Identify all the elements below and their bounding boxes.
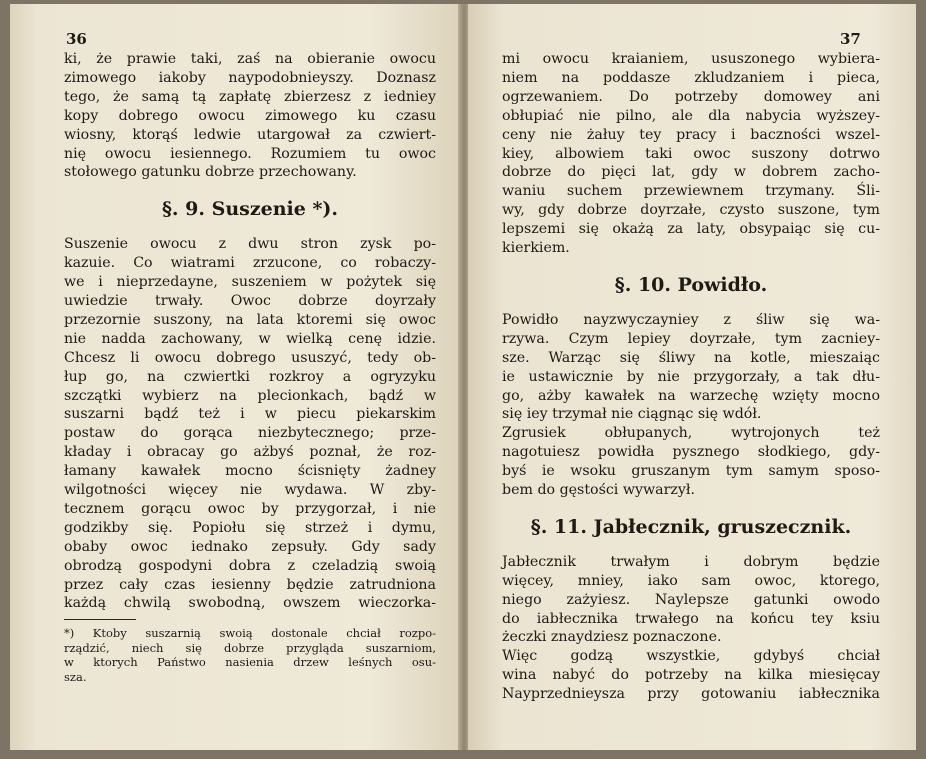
text-line: bem do gęstości wywarzył.	[502, 482, 695, 499]
text-line: postaw do gorąca niezbytecznego; prze-	[64, 425, 436, 442]
text-line: tecznem gorącu owoc by przygorzał, i nie	[64, 500, 436, 517]
text-line: zimowego iakoby naypodobnieyszy. Doznasz	[64, 69, 436, 86]
footnote-separator	[64, 619, 136, 620]
text-line: wina nabyć do potrzeby na kilka miesięcay	[502, 667, 880, 684]
text-line: obrodzą gospodyni dobra z czeladzią swoią	[64, 557, 436, 574]
paragraph-powidlo	[502, 311, 880, 500]
text-line: ceny nie żałuy tey pracy i baczności wszel-	[502, 126, 880, 143]
text-line: ogrzewaniem. Do potrzeby domowey ani	[502, 88, 880, 105]
text-line: Zgrusiek obłupanych, wytrojonych też	[502, 425, 880, 442]
text-line: wy, gdy dobrze doyrzałe, czysto suszone, tym	[502, 202, 880, 219]
text-line: kopy dobrego owocu zimowego ku czasu	[64, 107, 436, 124]
text-line: do iabłecznika trwałego na końcu tey ksiu	[502, 610, 880, 627]
right-page-text	[502, 50, 880, 704]
text-line: Powidło nayzwyczayniey z śliw się wa-	[502, 311, 880, 328]
page-number: 37	[840, 30, 861, 48]
text-line: nię owocu iesiennego. Rozumiem tu owoc	[64, 145, 436, 162]
text-line: Suszenie owocu z dwu stron zysk po-	[64, 236, 436, 253]
text-line: suszarni bądź też i w piecu piekarskim	[64, 406, 436, 423]
paragraph-suszenie	[64, 235, 436, 613]
page-number: 36	[66, 30, 87, 48]
text-line: każdą chwilą swobodną, owszem wieczorka-	[64, 595, 436, 612]
left-page-text	[64, 50, 436, 684]
section-heading-10: §. 10. Powidło.	[614, 273, 768, 296]
text-line: uwiedzie trwały. Owoc dobrze doyrzały	[64, 292, 436, 309]
text-line: kiey, albowiem taki owoc suszony dotrwo	[502, 145, 880, 162]
text-line: *) Ktoby suszarnią swoią dostonale chciał rozpo-	[64, 626, 436, 641]
text-line: więcey, mniey, iako sam owoc, ktorego,	[502, 572, 880, 589]
footnote	[64, 626, 436, 684]
text-line: kierkiem.	[502, 240, 570, 257]
text-line: tego, że samą tą zapłatę zbierzesz z iedniey	[64, 88, 436, 105]
text-line: Jabłecznik trwałym i dobrym będzie	[502, 553, 880, 570]
text-line: niego zażyiesz. Naylepsze gatunki owodo	[502, 591, 880, 608]
section-heading-9: §. 9. Suszenie *).	[161, 198, 338, 221]
text-line: obaby owoc iednako zepsuły. Gdy sady	[64, 538, 436, 555]
text-line: Chcesz li owocu dobrego ususzyć, tedy ob-	[64, 349, 436, 366]
text-line: w ktorych Państwo nasienia drzew leśnych osu-	[64, 655, 436, 670]
text-line: wiosny, ktorąś ledwie utargował za czwiert-	[64, 126, 436, 143]
text-line: lepszemi się okażą za laty, obsypaiąc się cu-	[502, 221, 880, 238]
text-line: ie ustawicznie by nie przygorzały, a tak dłu-	[502, 368, 880, 385]
text-line: sza.	[64, 669, 87, 684]
paragraph-continuation	[502, 50, 880, 258]
text-line: obłupiać nie pilno, ale dla nabycia wyższey-	[502, 107, 880, 124]
text-line: niem na poddasze zkludzaniem i pieca,	[502, 69, 880, 86]
text-line: łamany kawałek mocno ścisnięty żadney	[64, 463, 436, 480]
text-line: byś ie wsoku gruszanym tym samym sposo-	[502, 463, 880, 480]
text-line: sze. Warząc się śliwy na kotle, mieszaiąc	[502, 349, 880, 366]
text-line: dobrze do pięci lat, gdy w dobrem zacho-	[502, 164, 880, 181]
text-line: stołowego gatunku dobrze przechowany.	[64, 164, 357, 181]
paragraph-jablecznik	[502, 553, 880, 704]
text-line: godzikby się. Popiołu się strzeż i dymu,	[64, 519, 436, 536]
text-line: waniu suchem przewiewnem trzymany. Śli-	[502, 183, 880, 200]
text-line: żeczki znaydziesz poznaczone.	[502, 629, 722, 646]
text-line: przezornie suszony, na lata ktoremi się owoc	[64, 311, 436, 328]
text-line: ki, że prawie taki, zaś na obieranie owocu	[64, 51, 436, 67]
right-page	[468, 4, 916, 750]
text-line: rządzić, niech się dobrze przygląda suszarniom,	[64, 640, 436, 655]
text-line: nie nadda zachowany, w wielką cenę idzie.	[64, 330, 436, 347]
paragraph-continuation	[64, 50, 436, 182]
text-line: łup go, na czwiertki rozkroy a ogryzyku	[64, 368, 436, 385]
text-line: Nayprzednieysza przy gotowaniu iabłecznika	[502, 686, 880, 703]
text-line: się iey trzymał nie ciągnąc się wdół.	[502, 406, 762, 423]
text-line: szczątki wybierz na plecionkach, bądź w	[64, 387, 436, 404]
section-heading-11: §. 11. Jabłecznik, gruszecznik.	[530, 515, 852, 538]
text-line: kazuie. Co wiatrami zrzucone, co robaczy-	[64, 255, 436, 272]
text-line: kładay i obracay go ażbyś poznał, że roz-	[64, 444, 436, 461]
left-page	[10, 4, 460, 750]
text-line: przez cały czas iesienny będzie zatrudniona	[64, 576, 436, 593]
text-line: go, ażby kawałek na warzechę wzięty mocno	[502, 387, 880, 404]
text-line: Więc godzą wszystkie, gdybyś chciał	[502, 648, 880, 665]
text-line: nagotuiesz powidła pysznego słodkiego, gdy-	[502, 444, 880, 461]
text-line: we i nieprzedayne, suszeniem w pożytek się	[64, 274, 436, 291]
text-line: wilgotności więcey nie wydawa. W zby-	[64, 482, 436, 499]
text-line: rzywa. Czym lepiey doyrzałe, tym zacniey-	[502, 330, 880, 347]
text-line: mi owocu kraianiem, ususzonego wybiera-	[502, 51, 880, 67]
